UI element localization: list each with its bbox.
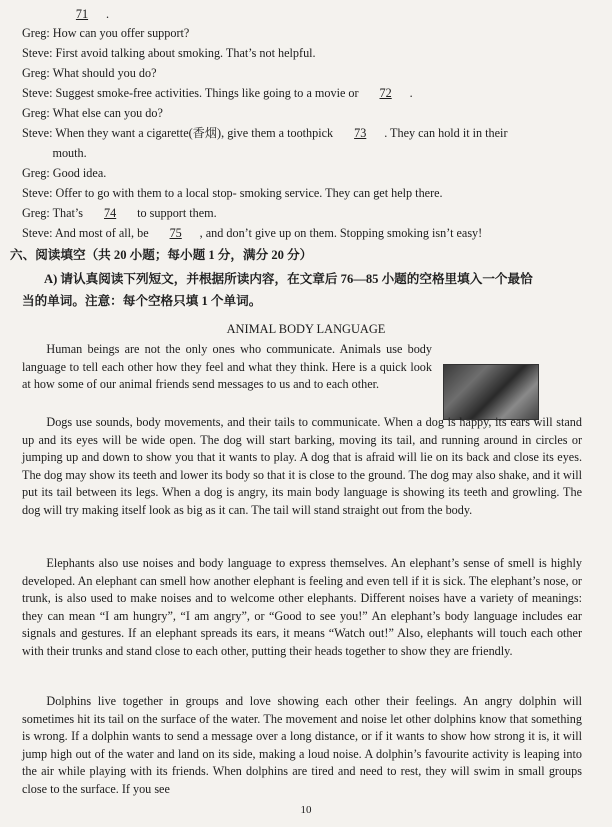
paragraph-3: Elephants also use noises and body language to express themselves. An elephant’s sense of smell is highly developed. An elephant can smell how another elephant is feeling and even tell if it is sick. The elephant’s nose, or trunk, is also used to make noises and to welcome other elephants. Different noises have a variety of meanings: they can mean “I am hungry”, “I am angry”, or “Good to see you!” An elephant’s body language includes ear signals and gestures. If an elephant spreads its ears, it means “Watch out!” Also, elephants will touch each other with their trunks and stand close to each other, putting their heads together to show they are friendly. <box>22 556 582 658</box>
answer-blank-72[interactable]: 72 <box>379 86 392 100</box>
paragraph-1: Human beings are not the only ones who communicate. Animals use body language to tell each other how they feel and what they think. Here is a quick look at how some of our animal friends send messages to us and to each other. <box>22 342 432 391</box>
article-title: ANIMAL BODY LANGUAGE <box>226 322 386 336</box>
dialogue-line-74: Greg: That’s 74 to support them. <box>22 206 217 220</box>
dialogue-line-72: Steve: Suggest smoke-free activities. Things like going to a movie or 72 . <box>22 86 413 100</box>
answer-blank-74[interactable]: 74 <box>104 206 117 220</box>
dialogue-line: mouth. <box>22 146 87 160</box>
dialogue-line-71: 71 . <box>58 6 109 22</box>
dialogue-line: Greg: Good idea. <box>22 166 107 180</box>
animal-photo <box>443 364 539 420</box>
dialogue-line: Steve: Offer to go with them to a local stop- smoking service. They can get help there. <box>22 186 443 200</box>
answer-blank-75[interactable]: 75 <box>169 226 182 240</box>
answer-blank-71[interactable]: 71 <box>75 7 89 21</box>
dialogue-line-73: Steve: When they want a cigarette(香烟), give them a toothpick 73 . They can hold it in their <box>22 126 508 140</box>
answer-blank-73[interactable]: 73 <box>354 126 367 140</box>
dialogue-line: Greg: What should you do? <box>22 66 157 80</box>
dialogue-line: Greg: How can you offer support? <box>22 26 190 40</box>
section-heading: 六、阅读填空（共 20 小题；每小题 1 分，满分 20 分） <box>10 248 313 262</box>
paragraph-4: Dolphins live together in groups and love showing each other their feelings. An angry dolphin will sometimes hit its tail on the surface of the water. The movement and noise let other dolphins know that something is wrong. If a dolphin wants to send a message over a long distance, or if it wants to show how strong it is, it will jump high out of the water and land on its side, making a loud noise. A dolphin’s favourite activity is leaping into the air while playing with its friends. When dolphins are tired and need to rest, they will swim in small groups close to the surface. If you see <box>22 694 582 796</box>
page-number: 10 <box>300 804 312 816</box>
paragraph-2: Dogs use sounds, body movements, and their tails to communicate. When a dog is happy, its ears will stand up and its eyes will be wide open. The dog will start barking, moving its tail, and running around in circles or jumping up and down to show you that it wants to play. A dog that is afraid will lie on its back and close its eyes. The dog may show its teeth and lower its body so that it is close to the ground. The dog may also shake, and it will put its tail between its legs. When a dog is angry, its main body language is showing its teeth and growling. The dog will try making itself look as big as it can. The tail will stand straight out from the body. <box>22 415 582 517</box>
dialogue-line: Greg: What else can you do? <box>22 106 163 120</box>
instruction-line-1: A) 请认真阅读下列短文，并根据所读内容，在文章后 76—85 小题的空格里填入一个最恰 <box>44 272 533 286</box>
dialogue-line-75: Steve: And most of all, be 75 , and don’t give up on them. Stopping smoking isn’t easy! <box>22 226 483 240</box>
dialogue-line: Steve: First avoid talking about smoking. That’s not helpful. <box>22 46 316 60</box>
instruction-line-2: 当的单词。注意：每个空格只填 1 个单词。 <box>22 294 262 308</box>
